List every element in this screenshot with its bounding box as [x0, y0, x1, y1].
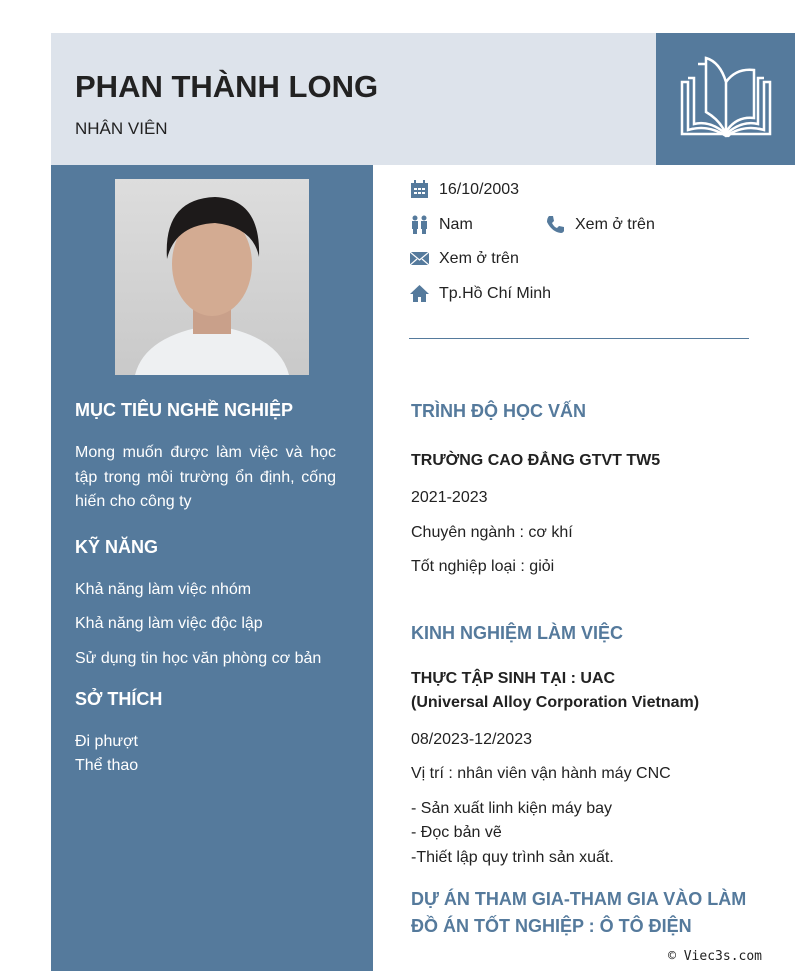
skill-item: Khả năng làm việc nhóm	[75, 581, 252, 598]
phone-row	[546, 215, 655, 234]
skills-heading: KỸ NĂNG	[75, 537, 159, 557]
hobby-item: Thể thao	[75, 757, 139, 774]
envelope-icon	[410, 249, 429, 268]
email-row	[410, 249, 519, 268]
dob-row	[410, 180, 519, 199]
skill-item: Sử dụng tin học văn phòng cơ bản	[75, 650, 322, 667]
gender-row	[410, 215, 473, 234]
projects-heading-line-2: ĐỒ ÁN TỐT NGHIỆP : Ô TÔ ĐIỆN	[411, 916, 692, 936]
education-period: 2021-2023	[411, 489, 488, 506]
candidate-title: NHÂN VIÊN	[75, 119, 168, 138]
company-line-1: THỰC TẬP SINH TẠI : UAC	[411, 670, 616, 687]
home-icon	[410, 284, 429, 303]
experience-position: Vị trí : nhân viên vận hành máy CNC	[411, 765, 671, 782]
education-heading: TRÌNH ĐỘ HỌC VẤN	[411, 401, 586, 421]
gender-value: Nam	[439, 215, 473, 233]
book-icon	[656, 33, 795, 165]
objective-heading: MỤC TIÊU NGHỀ NGHIỆP	[75, 400, 294, 420]
company-line-2: (Universal Alloy Corporation Vietnam)	[411, 694, 700, 711]
divider	[409, 338, 749, 339]
gender-icon	[410, 215, 429, 234]
experience-heading: KINH NGHIỆM LÀM VIỆC	[411, 623, 624, 643]
hobby-item: Đi phượt	[75, 733, 138, 750]
objective-text: Mong muốn được làm việc và học tập trong môi trường ổn định, cống hiến cho công ty	[75, 444, 336, 510]
projects-heading-line-1: DỰ ÁN THAM GIA-THAM GIA VÀO LÀM	[411, 889, 747, 909]
task-item: -Thiết lập quy trình sản xuất.	[411, 849, 614, 866]
experience-period: 08/2023-12/2023	[411, 731, 532, 748]
address-value: Tp.Hồ Chí Minh	[439, 284, 552, 302]
address-row	[410, 284, 551, 303]
sidebar	[51, 165, 373, 971]
task-item: - Đọc bản vẽ	[411, 824, 502, 841]
profile-photo	[115, 179, 309, 375]
hobbies-heading: SỞ THÍCH	[75, 689, 163, 709]
cv-header	[51, 33, 656, 165]
candidate-name: PHAN THÀNH LONG	[75, 69, 379, 104]
school-name: TRƯỜNG CAO ĐẲNG GTVT TW5	[411, 452, 661, 469]
education-grade: Tốt nghiệp loại : giỏi	[411, 558, 555, 575]
education-major: Chuyên ngành : cơ khí	[411, 524, 573, 541]
phone-value: Xem ở trên	[575, 215, 655, 233]
skill-item: Khả năng làm việc độc lập	[75, 615, 263, 632]
calendar-icon	[410, 180, 429, 199]
phone-icon	[546, 215, 565, 234]
task-item: - Sản xuất linh kiện máy bay	[411, 800, 612, 817]
email-value: Xem ở trên	[439, 249, 519, 267]
dob-value: 16/10/2003	[439, 180, 520, 198]
watermark: © Viec3s.com	[668, 949, 762, 964]
